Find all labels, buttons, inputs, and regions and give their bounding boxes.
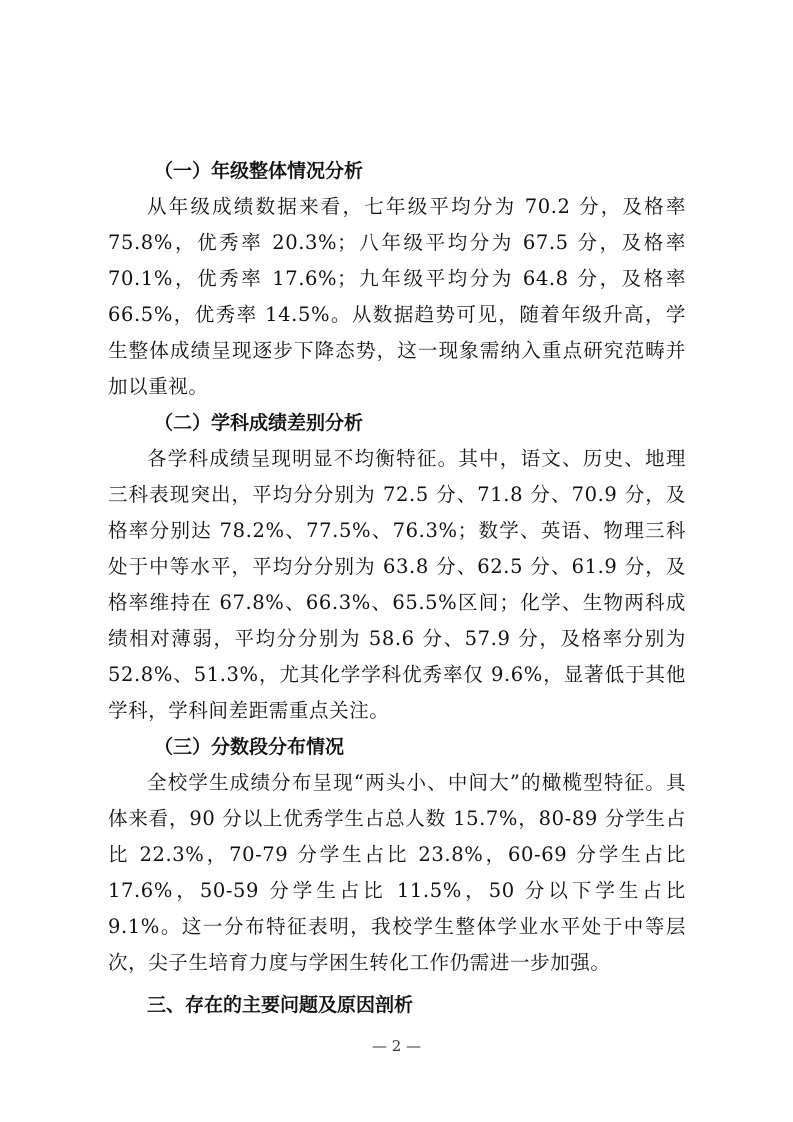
subheading-grade-overview: （一）年级整体情况分析 [154,160,364,182]
subheading-subject-difference: （二）学科成绩差别分析 [154,412,364,434]
subheading-score-distribution: （三）分数段分布情况 [154,736,345,758]
section-title-main-problems: 三、存在的主要问题及原因剖析 [147,994,414,1016]
section-score-distribution [108,729,686,981]
paragraph-score-distribution: 全校学生成绩分布呈现“两头小、中间大”的橄榄型特征。具体来看，90 分以上优秀学生占总人数 15.7%，80-89 分学生占比 22.3%，70-79 分学生占比 23.8%，60-69 分学生占比 17.6%，50-59 分学生占比 11.5%，50 分以下学生占比 9.1%。这一分布特征表明，我校学生整体学业水平处于中等层次，尖子生培育力度与学困生转化工作仍需进一步加强。 [108,771,686,974]
page-number: — 2 — [371,1037,422,1055]
section-subject-difference [108,405,686,729]
document-body [108,153,686,1023]
section-grade-overview [108,153,686,405]
paragraph-grade-overview: 从年级成绩数据来看，七年级平均分为 70.2 分，及格率 75.8%，优秀率 20.3%；八年级平均分为 67.5 分，及格率 70.1%，优秀率 17.6%；九年级平均分为 64.8 分，及格率 66.5%，优秀率 14.5%。从数据趋势可见，随着年级升高，学生整体成绩呈现逐步下降态势，这一现象需纳入重点研究范畴并加以重视。 [108,195,686,398]
paragraph-subject-difference: 各学科成绩呈现明显不均衡特征。其中，语文、历史、地理三科表现突出，平均分分别为 72.5 分、71.8 分、70.9 分，及格率分别达 78.2%、77.5%、76.3%；数学、英语、物理三科处于中等水平，平均分分别为 63.8 分、62.5 分、61.9 分，及格率维持在 67.8%、66.3%、65.5%区间；化学、生物两科成绩相对薄弱，平均分分别为 58.6 分、57.9 分，及格率分别为 52.8%、51.3%，尤其化学学科优秀率仅 9.6%，显著低于其他学科，学科间差距需重点关注。 [108,447,686,722]
